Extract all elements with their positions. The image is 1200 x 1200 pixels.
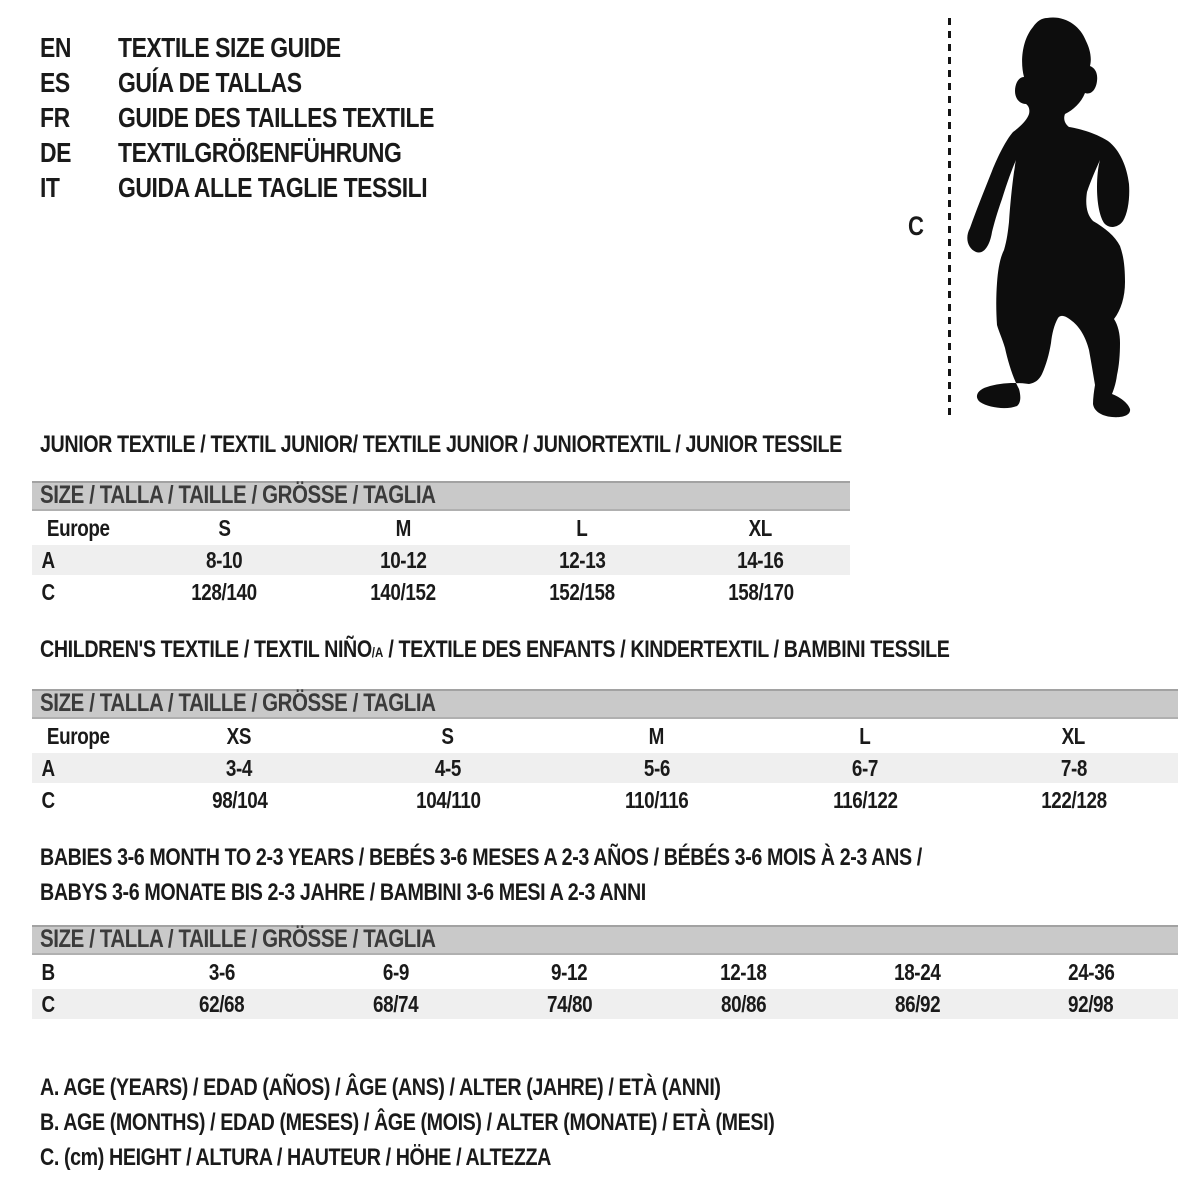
size-cell: 158/170 [727, 578, 794, 605]
size-cell: 3-4 [226, 754, 253, 781]
size-cell: M [395, 514, 411, 541]
table-row-height [32, 577, 850, 607]
lang-code: IT [40, 171, 60, 203]
size-cell: 7-8 [1060, 754, 1087, 781]
babies-section-title-line1: BABIES 3-6 MONTH TO 2-3 YEARS / BEBÉS 3-6 MESES A 2-3 AÑOS / BÉBÉS 3-6 MOIS À 2-3 ANS / [40, 844, 922, 871]
lang-row-fr [40, 100, 503, 135]
guide-title: GUIDE DES TAILLES TEXTILE [118, 101, 434, 133]
legend-line-c: C. (cm) HEIGHT / ALTURA / HAUTEUR / HÖHE / ALTEZZA [40, 1144, 551, 1171]
size-header-band: SIZE / TALLA / TAILLE / GRÖSSE / TAGLIA [32, 481, 850, 511]
guide-title: GUIDA ALLE TAGLIE TESSILI [118, 171, 428, 203]
lang-row-de [40, 135, 503, 170]
row-label: A [41, 754, 55, 781]
lang-code: FR [40, 101, 70, 133]
size-header-band: SIZE / TALLA / TAILLE / GRÖSSE / TAGLIA [32, 689, 1178, 719]
size-cell: S [441, 722, 454, 749]
size-cell: 128/140 [191, 578, 258, 605]
size-cell: 86/92 [894, 990, 940, 1017]
size-cell: 9-12 [551, 958, 588, 985]
table-row-age [32, 545, 850, 575]
lang-row-it [40, 170, 503, 205]
guide-title: TEXTILGRÖßENFÜHRUNG [118, 136, 402, 168]
size-cell: XS [227, 722, 252, 749]
row-label: C [41, 786, 55, 813]
size-cell: 14-16 [737, 546, 784, 573]
legend-line-a: A. AGE (YEARS) / EDAD (AÑOS) / ÂGE (ANS) / ALTER (JAHRE) / ETÀ (ANNI) [40, 1074, 721, 1101]
legend-line-b: B. AGE (MONTHS) / EDAD (MESES) / ÂGE (MOIS) / ALTER (MONATE) / ETÀ (MESI) [40, 1109, 775, 1136]
row-label: Europe [46, 722, 110, 749]
lang-code: ES [40, 66, 70, 98]
children-section-title: CHILDREN'S TEXTILE / TEXTIL NIÑO/A / TEXTILE DES ENFANTS / KINDERTEXTIL / BAMBINI TESSILE [40, 636, 950, 663]
size-cell: 92/98 [1068, 990, 1114, 1017]
size-cell: 122/128 [1040, 786, 1107, 813]
size-cell: 10-12 [379, 546, 427, 573]
babies-size-table [32, 925, 1178, 1019]
table-row-height [32, 989, 1178, 1019]
size-cell: 152/158 [549, 578, 615, 605]
nino-a-subscript: /A [371, 644, 384, 660]
size-cell: 68/74 [373, 990, 419, 1017]
size-cell: L [576, 514, 588, 541]
language-title-list [40, 30, 503, 205]
size-cell: XL [748, 514, 773, 541]
row-label: C [41, 990, 55, 1017]
size-cell: 8-10 [206, 546, 243, 573]
junior-section-title: JUNIOR TEXTILE / TEXTIL JUNIOR/ TEXTILE JUNIOR / JUNIORTEXTIL / JUNIOR TESSILE [40, 431, 842, 458]
size-cell: M [648, 722, 665, 749]
size-cell: S [218, 514, 231, 541]
measure-legend [40, 1070, 936, 1175]
size-cell: 6-9 [382, 958, 409, 985]
lang-row-en [40, 30, 503, 65]
size-header-band: SIZE / TALLA / TAILLE / GRÖSSE / TAGLIA [32, 925, 1178, 955]
babies-section-title-line2: BABYS 3-6 MONATE BIS 2-3 JAHRE / BAMBINI 3-6 MESI A 2-3 ANNI [40, 879, 646, 906]
table-row-height [32, 785, 1178, 815]
junior-size-table [32, 481, 850, 607]
size-cell: 6-7 [852, 754, 879, 781]
size-cell: 3-6 [208, 958, 235, 985]
guide-title: TEXTILE SIZE GUIDE [118, 31, 341, 63]
row-label: A [41, 546, 55, 573]
size-cell: 104/110 [415, 786, 481, 813]
table-row-europe [32, 721, 1178, 751]
lang-code: EN [40, 31, 71, 63]
size-cell: 5-6 [643, 754, 670, 781]
size-cell: 80/86 [720, 990, 767, 1017]
guide-title: GUÍA DE TALLAS [118, 66, 302, 98]
size-cell: 74/80 [546, 990, 593, 1017]
row-label: C [41, 578, 55, 605]
size-cell: 4-5 [434, 754, 461, 781]
size-cell: 140/152 [370, 578, 436, 605]
size-cell: 62/68 [199, 990, 245, 1017]
lang-code: DE [40, 136, 71, 168]
table-row-europe [32, 513, 850, 543]
size-cell: 116/122 [832, 786, 898, 813]
row-label: Europe [46, 514, 110, 541]
height-measure-dotted-line [948, 18, 951, 415]
table-row-months [32, 957, 1178, 987]
height-measure-label: C [908, 211, 924, 241]
size-cell: 98/104 [211, 786, 268, 813]
size-cell: 12-13 [558, 546, 606, 573]
size-cell: L [859, 722, 871, 749]
lang-row-es [40, 65, 503, 100]
size-cell: 24-36 [1067, 958, 1115, 985]
size-cell: XL [1061, 722, 1086, 749]
table-row-age [32, 753, 1178, 783]
toddler-silhouette-icon [963, 12, 1147, 420]
size-cell: 12-18 [720, 958, 767, 985]
size-cell: 110/116 [624, 786, 689, 813]
size-cell: 18-24 [894, 958, 941, 985]
row-label: B [41, 958, 55, 985]
children-size-table [32, 689, 1178, 815]
